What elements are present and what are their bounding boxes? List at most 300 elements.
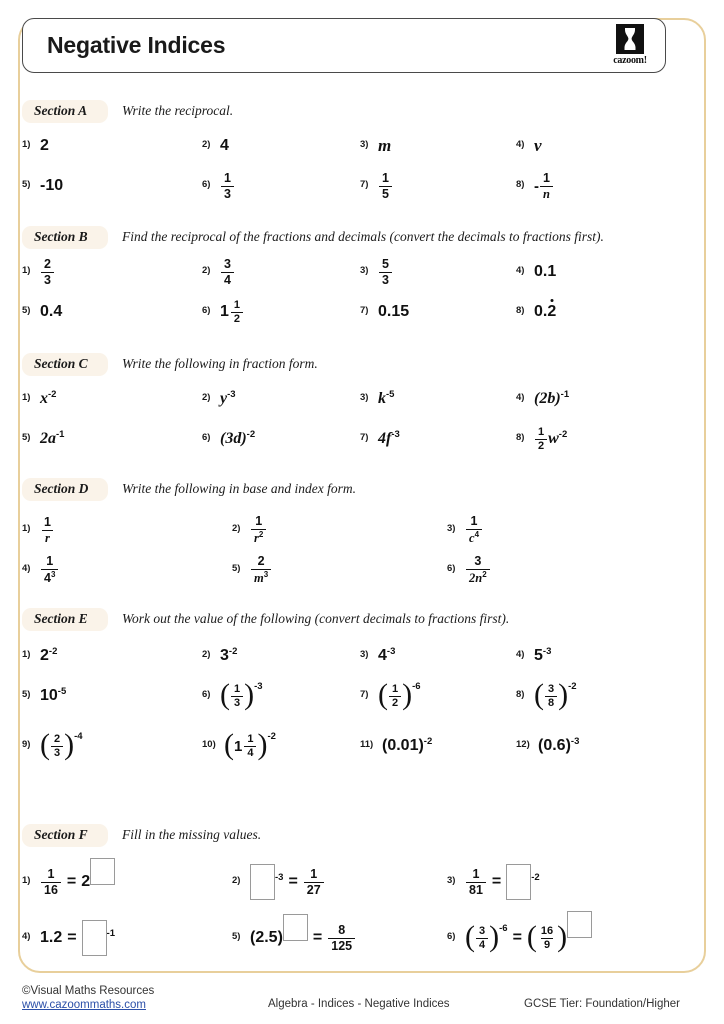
- numerator: 1: [543, 171, 550, 185]
- section-b-items: [22, 254, 672, 334]
- question-expression: [534, 381, 569, 415]
- exponent: -3: [542, 645, 552, 657]
- fraction: [328, 924, 355, 952]
- question-expression: [465, 552, 491, 586]
- footer-breadcrumb: Algebra - Indices - Negative Indices: [268, 998, 450, 1010]
- parenthesised-fraction: [220, 677, 255, 711]
- denominator: 4: [244, 746, 256, 759]
- numerator: 1: [472, 867, 480, 881]
- fraction: [251, 515, 266, 544]
- question-number: 8): [516, 305, 525, 316]
- question-expression: [534, 294, 556, 328]
- question-number: 5): [22, 179, 31, 190]
- fraction: [379, 172, 392, 200]
- question-number: 8): [516, 179, 525, 190]
- base: 2a: [40, 430, 56, 447]
- question-expression: [382, 728, 432, 762]
- section-d-label: Section D: [22, 478, 108, 501]
- question-expression: [40, 512, 55, 546]
- section-b-label: Section B: [22, 226, 108, 249]
- question-e4[interactable]: [516, 638, 551, 678]
- question-number: 6): [202, 179, 211, 190]
- question-e7[interactable]: [360, 678, 421, 718]
- numerator: 5: [382, 257, 389, 271]
- question-expression: [378, 381, 394, 415]
- base: 4f: [378, 430, 392, 447]
- denominator: 27: [304, 882, 324, 897]
- question-e9[interactable]: [22, 728, 83, 768]
- answer-box[interactable]: [250, 864, 275, 900]
- question-expression: [40, 128, 49, 162]
- left-paren: (: [526, 919, 537, 953]
- question-c7[interactable]: [360, 421, 400, 461]
- question-number: 1): [22, 139, 31, 150]
- numerator: 1: [46, 554, 54, 569]
- question-expression: [538, 728, 579, 762]
- answer-box[interactable]: [567, 911, 592, 938]
- question-number: 1): [22, 265, 31, 276]
- question-c3[interactable]: [360, 381, 394, 421]
- question-f3[interactable]: [447, 864, 540, 904]
- fraction: [466, 868, 486, 896]
- question-e12[interactable]: [516, 728, 579, 768]
- question-expression: [220, 381, 236, 415]
- numerator: 1: [382, 171, 389, 185]
- question-expression: [224, 728, 276, 762]
- numerator: 2: [54, 732, 61, 745]
- question-expression: [40, 254, 55, 288]
- base: y: [220, 390, 228, 407]
- question-row: [22, 254, 672, 294]
- exponent: -2: [558, 428, 568, 440]
- question-number: 5): [22, 305, 31, 316]
- question-row: [22, 168, 672, 208]
- question-expression: [40, 638, 57, 672]
- left-paren: (: [224, 727, 234, 761]
- right-paren: ): [557, 919, 568, 953]
- section-c: [22, 353, 672, 461]
- question-expression: [250, 512, 267, 546]
- right-paren: ): [558, 677, 569, 711]
- numerator: 3: [474, 554, 482, 569]
- fraction: [538, 926, 556, 951]
- parenthesised-mixed-number: [224, 727, 268, 761]
- numerator: 1: [470, 514, 478, 529]
- denominator: 2: [389, 696, 401, 709]
- question-expression: [220, 254, 235, 288]
- question-d1[interactable]: [22, 512, 55, 552]
- denom-exponent: 2: [482, 569, 487, 579]
- section-e-label: Section E: [22, 608, 108, 631]
- question-expression: [378, 168, 393, 202]
- base: (3d): [220, 430, 247, 447]
- question-expression: [40, 678, 66, 712]
- question-number: 12): [516, 739, 530, 750]
- question-number: 1): [22, 875, 31, 886]
- section-f-items: [22, 864, 672, 976]
- question-number: 7): [360, 179, 369, 190]
- question-expression: [378, 128, 391, 162]
- question-f1[interactable]: [22, 864, 115, 904]
- denominator: 4: [221, 272, 234, 287]
- expr-text: 0.15: [378, 303, 410, 320]
- section-d-instruction: Write the following in base and index form.: [122, 481, 356, 496]
- question-number: 5): [232, 931, 241, 942]
- expr-text: 0.: [534, 303, 548, 320]
- base: w: [548, 430, 559, 447]
- question-d4[interactable]: [22, 552, 59, 592]
- exponent: -2: [267, 730, 276, 742]
- question-number: 2): [232, 875, 241, 886]
- left-paren: (: [465, 919, 475, 953]
- minus-sign: -: [534, 177, 539, 195]
- question-expression: [534, 254, 556, 288]
- question-expression: [40, 920, 115, 954]
- question-f5[interactable]: [232, 920, 356, 960]
- question-e8[interactable]: [516, 678, 577, 718]
- fraction: [466, 555, 490, 584]
- left-paren: (: [220, 677, 230, 711]
- exponent: -5: [57, 685, 67, 697]
- question-expression: [40, 864, 115, 898]
- right-paren: ): [257, 727, 268, 761]
- question-d3[interactable]: [447, 512, 483, 552]
- exponent: -5: [386, 388, 395, 400]
- base: (0.01): [382, 737, 424, 754]
- question-c2[interactable]: [202, 381, 236, 421]
- denom-exponent: 4: [474, 529, 480, 539]
- question-expression: [465, 864, 540, 898]
- question-number: 3): [447, 523, 456, 534]
- question-e6[interactable]: [202, 678, 263, 718]
- question-f2[interactable]: [232, 864, 325, 904]
- question-b4[interactable]: [516, 254, 556, 294]
- question-number: 2): [202, 265, 211, 276]
- hourglass-logo-icon: [616, 24, 644, 54]
- question-e3[interactable]: [360, 638, 395, 678]
- section-a-instruction: Write the reciprocal.: [122, 103, 234, 118]
- section-c-items: [22, 381, 672, 461]
- mixed-number: [234, 734, 257, 759]
- exponent: -6: [412, 680, 421, 692]
- section-a-items: [22, 128, 672, 208]
- question-a3[interactable]: [360, 128, 391, 168]
- section-d-header: [22, 478, 672, 500]
- question-number: 4): [22, 563, 31, 574]
- question-number: 7): [360, 305, 369, 316]
- base: x: [40, 390, 48, 407]
- section-e-header: [22, 608, 672, 630]
- section-f-instruction: Fill in the missing values.: [122, 827, 262, 842]
- question-b8[interactable]: [516, 294, 556, 334]
- question-b5[interactable]: [22, 294, 62, 334]
- denominator: 2: [231, 312, 243, 325]
- question-expression: [534, 678, 577, 712]
- question-expression: [534, 421, 567, 455]
- question-row: [22, 678, 672, 728]
- numerator: 1: [44, 515, 51, 529]
- question-f6[interactable]: [447, 920, 592, 960]
- question-b2[interactable]: [202, 254, 235, 294]
- answer-box[interactable]: [283, 914, 308, 941]
- exponent: -1: [106, 927, 116, 939]
- question-number: 9): [22, 739, 31, 750]
- question-number: 3): [360, 139, 369, 150]
- exponent: -2: [568, 680, 577, 692]
- fraction: [540, 172, 553, 200]
- fraction: [51, 734, 63, 759]
- section-c-label: Section C: [22, 353, 108, 376]
- exponent: -2: [423, 735, 433, 747]
- question-expression: [220, 168, 235, 202]
- question-number: 6): [202, 432, 211, 443]
- section-c-instruction: Write the following in fraction form.: [122, 356, 318, 371]
- section-a-label: Section A: [22, 100, 108, 123]
- answer-box[interactable]: [90, 858, 115, 885]
- logo-wordmark: cazoom!: [613, 55, 647, 66]
- base: 10: [40, 687, 58, 704]
- question-number: 2): [202, 139, 211, 150]
- answer-box[interactable]: [82, 920, 107, 956]
- question-a8[interactable]: [516, 168, 554, 208]
- numerator: 1: [538, 425, 545, 438]
- expr-text: m: [378, 136, 392, 155]
- fraction: [535, 427, 547, 452]
- question-expression: [465, 920, 592, 954]
- fraction: [41, 516, 54, 544]
- question-a1[interactable]: [22, 128, 49, 168]
- page-title: Negative Indices: [47, 32, 226, 58]
- question-expression: [40, 728, 83, 762]
- denom-base: m: [254, 571, 264, 586]
- recurring-decimal-digit: 2: [547, 303, 557, 320]
- footer-tier: GCSE Tier: Foundation/Higher: [524, 998, 680, 1010]
- numerator: 1: [310, 867, 318, 881]
- question-expression: [250, 552, 272, 586]
- denominator: 81: [466, 882, 486, 897]
- question-number: 6): [447, 563, 456, 574]
- website-link[interactable]: www.cazoommaths.com: [22, 999, 146, 1011]
- equals-sign: =: [67, 929, 77, 946]
- question-expression: [220, 421, 255, 455]
- question-number: 10): [202, 739, 216, 750]
- question-number: 2): [232, 523, 241, 534]
- denom-exponent: 3: [50, 569, 56, 579]
- question-number: 6): [202, 689, 211, 700]
- question-number: 1): [22, 392, 31, 403]
- question-expression: [378, 678, 421, 712]
- fraction: [466, 515, 482, 544]
- question-row: [22, 638, 672, 678]
- expr-text: 4: [220, 137, 229, 154]
- left-paren: (: [40, 727, 50, 761]
- question-expression: [378, 421, 400, 455]
- question-expression: [534, 168, 554, 202]
- exponent: -2: [48, 388, 57, 400]
- equals-sign: =: [288, 873, 298, 890]
- question-expression: [220, 128, 229, 162]
- fraction: [244, 734, 256, 759]
- question-number: 4): [516, 139, 525, 150]
- numerator: 2: [257, 554, 265, 569]
- question-number: 2): [202, 649, 211, 660]
- equals-sign: =: [312, 929, 323, 946]
- question-expression: [534, 638, 551, 672]
- question-number: 4): [516, 265, 525, 276]
- question-number: 5): [232, 563, 241, 574]
- question-number: 4): [516, 392, 525, 403]
- base: 2: [81, 873, 91, 890]
- exponent: -2: [228, 645, 238, 657]
- question-f4[interactable]: [22, 920, 115, 960]
- fraction: [41, 258, 54, 286]
- denom-base: 4: [44, 571, 51, 586]
- denominator: n: [540, 186, 553, 201]
- parenthesised-fraction: [465, 919, 500, 953]
- question-number: 6): [202, 305, 211, 316]
- question-row: [22, 421, 672, 461]
- exponent: -3: [391, 428, 400, 440]
- denominator: [251, 529, 266, 545]
- question-a5[interactable]: [22, 168, 63, 208]
- question-number: 8): [516, 432, 525, 443]
- base: 2: [40, 647, 49, 664]
- base: 3: [220, 647, 229, 664]
- exponent: -2: [246, 428, 256, 440]
- denom-exponent: 2: [258, 529, 264, 539]
- denominator: [466, 569, 490, 585]
- fraction: [476, 926, 488, 951]
- question-c1[interactable]: [22, 381, 56, 421]
- fraction: [41, 555, 58, 584]
- question-c5[interactable]: [22, 421, 64, 461]
- question-number: 7): [360, 689, 369, 700]
- question-number: 3): [360, 649, 369, 660]
- denominator: 8: [545, 696, 557, 709]
- question-expression: [465, 512, 483, 546]
- section-d: [22, 478, 672, 592]
- answer-box[interactable]: [506, 864, 531, 900]
- question-expression: [378, 254, 393, 288]
- section-e: [22, 608, 672, 778]
- question-number: 3): [360, 392, 369, 403]
- section-f: [22, 824, 672, 976]
- equals-sign: =: [66, 873, 77, 890]
- section-e-items: [22, 638, 672, 778]
- question-expression: [40, 381, 56, 415]
- parenthesised-fraction: [378, 677, 413, 711]
- question-row: [22, 128, 672, 168]
- question-number: 3): [360, 265, 369, 276]
- question-expression: [220, 294, 244, 328]
- question-number: 5): [22, 689, 31, 700]
- base: (2.5): [250, 929, 283, 946]
- numerator: 1: [255, 514, 263, 529]
- fraction: [41, 868, 61, 896]
- question-a6[interactable]: [202, 168, 235, 208]
- exponent: -1: [56, 428, 65, 440]
- question-c4[interactable]: [516, 381, 569, 421]
- numerator: 2: [44, 257, 51, 271]
- denominator: 5: [379, 186, 392, 201]
- numerator: 1: [247, 732, 254, 745]
- fraction: [545, 684, 557, 709]
- exponent: -2: [531, 871, 540, 883]
- numerator: 3: [479, 924, 486, 937]
- section-c-header: [22, 353, 672, 375]
- question-c6[interactable]: [202, 421, 255, 461]
- question-a7[interactable]: [360, 168, 393, 208]
- exponent: -3: [275, 871, 284, 883]
- question-e11[interactable]: [360, 728, 432, 768]
- expr-text: 0.1: [534, 263, 557, 280]
- cazoom-logo: [607, 24, 653, 70]
- question-d2[interactable]: [232, 512, 267, 552]
- question-b3[interactable]: [360, 254, 393, 294]
- question-d6[interactable]: [447, 552, 491, 592]
- exponent: -3: [254, 680, 263, 692]
- title-bar: [22, 18, 666, 73]
- base: (0.6): [538, 737, 571, 754]
- denominator: 3: [221, 186, 234, 201]
- expr-text: 0.4: [40, 303, 63, 320]
- fraction: [221, 258, 234, 286]
- numerator: 1: [233, 298, 241, 311]
- question-row: [22, 728, 672, 778]
- question-c8[interactable]: [516, 421, 567, 461]
- denom-exponent: 3: [263, 569, 269, 579]
- question-e1[interactable]: [22, 638, 57, 678]
- question-a4[interactable]: [516, 128, 542, 168]
- question-expression: [40, 168, 63, 202]
- numerator: 1: [392, 682, 399, 695]
- base: 4: [378, 647, 387, 664]
- denominator: 16: [41, 882, 61, 897]
- numerator: 3: [548, 682, 555, 695]
- numerator: 3: [224, 257, 231, 271]
- parenthesised-fraction: [40, 727, 75, 761]
- question-a2[interactable]: [202, 128, 229, 168]
- question-e10[interactable]: [202, 728, 276, 768]
- exponent: -3: [570, 735, 580, 747]
- denominator: r: [42, 530, 53, 545]
- question-expression: [220, 638, 237, 672]
- denom-base: r: [254, 531, 259, 546]
- question-b1[interactable]: [22, 254, 55, 294]
- fraction: [304, 868, 324, 896]
- denominator: 3: [41, 272, 54, 287]
- question-e2[interactable]: [202, 638, 237, 678]
- copyright-text: ©Visual Maths Resources: [22, 985, 155, 997]
- base: (2b): [534, 390, 561, 407]
- question-b7[interactable]: [360, 294, 409, 334]
- question-number: 3): [447, 875, 456, 886]
- question-b6[interactable]: [202, 294, 244, 334]
- question-e5[interactable]: [22, 678, 66, 718]
- section-b: [22, 226, 672, 334]
- question-expression: [40, 294, 62, 328]
- equals-sign: =: [512, 929, 522, 946]
- numerator: 1: [234, 682, 241, 695]
- question-expression: [378, 294, 409, 328]
- question-d5[interactable]: [232, 552, 272, 592]
- question-expression: [250, 920, 356, 954]
- question-row: [22, 381, 672, 421]
- question-number: 7): [360, 432, 369, 443]
- question-expression: [220, 678, 263, 712]
- section-a: [22, 100, 672, 208]
- base: k: [378, 390, 386, 407]
